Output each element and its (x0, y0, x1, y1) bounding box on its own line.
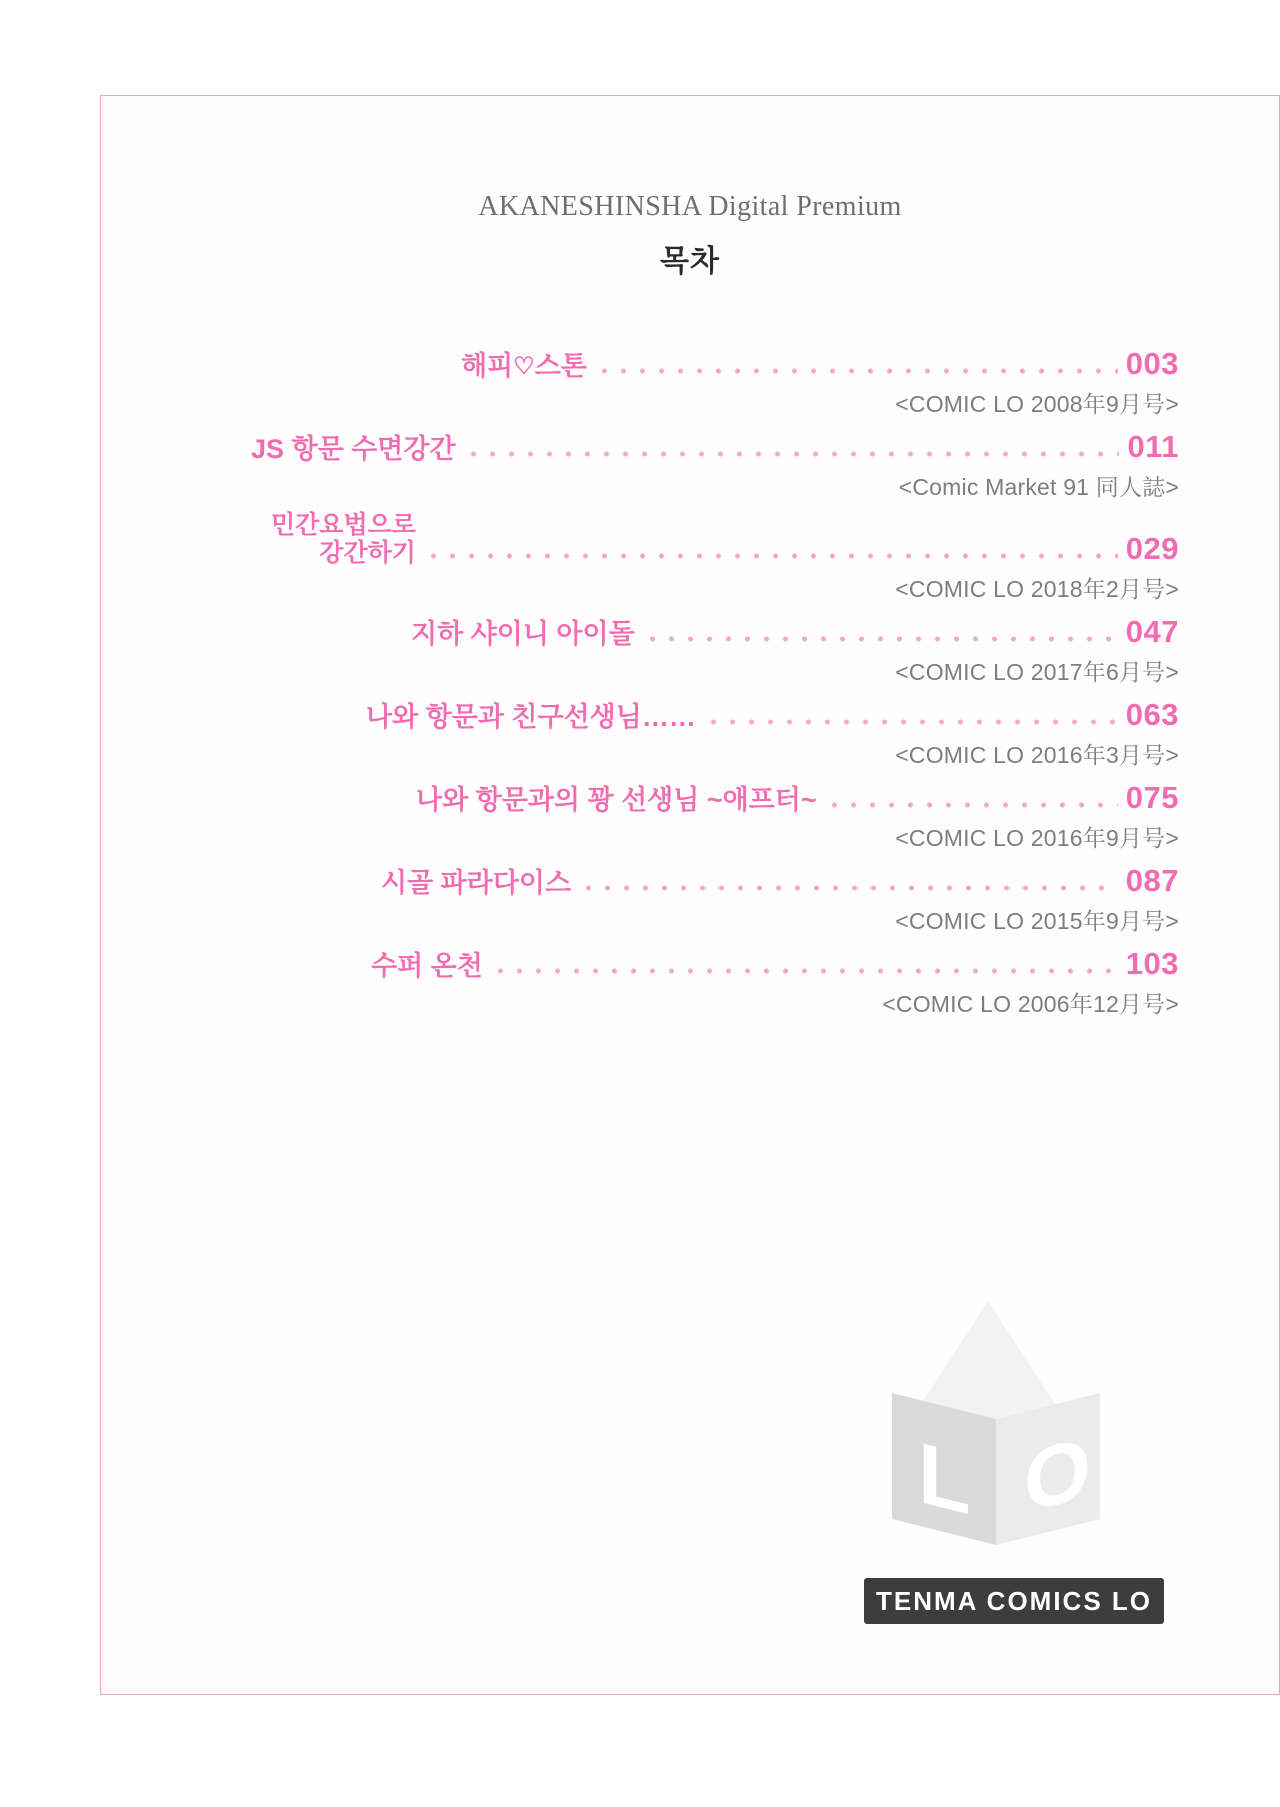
imprint-title: AKANESHINSHA Digital Premium (478, 191, 902, 222)
heart-icon: ♡ (513, 352, 535, 380)
cube-letter-l: L (918, 1424, 971, 1534)
toc-entry-title: 시골 파라다이스 (381, 867, 572, 898)
toc-page-number: 003 (1125, 346, 1179, 381)
toc-entry[interactable] (101, 946, 1279, 1019)
toc-entry-source: <COMIC LO 2016年3月号> (895, 742, 1179, 768)
toc-leader-dots (643, 636, 1118, 642)
toc-entry[interactable] (101, 863, 1279, 936)
toc-page-number: 103 (1125, 946, 1179, 981)
toc-leader-dots (491, 968, 1118, 974)
toc-entry[interactable] (101, 697, 1279, 770)
lo-cube-icon (884, 1344, 1094, 1554)
toc-entry-title: 수퍼 온천 (371, 950, 483, 981)
toc-entry[interactable] (101, 346, 1279, 419)
toc-entry-title (461, 351, 587, 382)
toc-entry[interactable] (101, 429, 1279, 502)
toc-entry-source: <COMIC LO 2018年2月号> (895, 576, 1179, 602)
cube-letter-o: O (1024, 1418, 1091, 1532)
toc-entry[interactable] (101, 512, 1279, 604)
publisher-logo (864, 1334, 1164, 1634)
toc-entry-source: <COMIC LO 2006年12月号> (882, 991, 1179, 1017)
toc-leader-dots (424, 553, 1118, 559)
toc-page-number: 075 (1125, 780, 1179, 815)
toc-title-line1: 민간요법으로 (271, 511, 416, 539)
toc-leader-dots (579, 885, 1118, 891)
toc-entry-source: <COMIC LO 2017年6月号> (895, 659, 1179, 685)
toc-page-number: 063 (1125, 697, 1179, 732)
toc-entry-title: 나와 항문과 친구선생님…… (366, 701, 696, 732)
table-of-contents (101, 346, 1279, 1029)
toc-page-number: 029 (1125, 531, 1179, 566)
toc-leader-dots (595, 368, 1118, 374)
toc-title-part2: 스톤 (534, 350, 587, 381)
toc-entry-title: 나와 항문과의 꽝 선생님 ~애프터~ (416, 784, 817, 815)
logo-banner-text: TENMA COMICS LO (875, 1585, 1153, 1616)
toc-page-number: 047 (1125, 614, 1179, 649)
toc-entry-source: <COMIC LO 2016年9月号> (895, 825, 1179, 851)
toc-entry[interactable] (101, 780, 1279, 853)
toc-title-line2: 강간하기 (319, 538, 416, 567)
toc-entry-source: <COMIC LO 2008年9月号> (895, 391, 1179, 417)
toc-leader-dots (825, 802, 1118, 808)
logo-banner (864, 1578, 1164, 1624)
toc-entry-title (271, 512, 416, 567)
toc-entry-source: <Comic Market 91 同人誌> (898, 474, 1179, 500)
toc-page-number: 087 (1125, 863, 1179, 898)
toc-entry-title: JS 항문 수면강간 (251, 433, 456, 464)
toc-entry-source: <COMIC LO 2015年9月号> (895, 908, 1179, 934)
toc-page-number: 011 (1127, 429, 1179, 464)
toc-leader-dots (464, 451, 1120, 457)
toc-title-part1: 해피 (461, 350, 514, 381)
toc-leader-dots (704, 719, 1118, 725)
page-border-frame (100, 95, 1280, 1695)
toc-entry[interactable] (101, 614, 1279, 687)
page-title: 목차 (660, 245, 720, 278)
toc-entry-title: 지하 샤이니 아이돌 (411, 618, 635, 649)
